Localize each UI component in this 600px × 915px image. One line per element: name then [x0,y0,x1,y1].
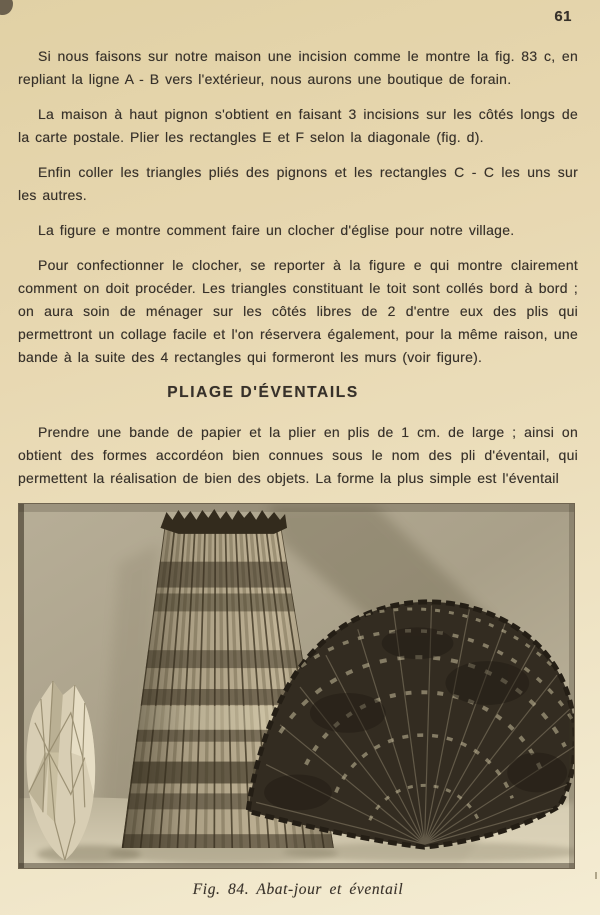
figure-84 [18,503,578,899]
scan-artifact [0,0,13,15]
figure-caption: Fig. 84. Abat-jour et éventail [192,881,404,898]
photo-illustration [19,504,574,868]
paragraph-1: Si nous faisons sur notre maison une incision comme le montre la fig. 83 c, en repliant la ligne A - B vers l'extérieur, nous aurons une boutique de forain. [18,48,578,87]
paragraph-6: Prendre une bande de papier et la plier en plis de 1 cm. de large ; ainsi on obtient des formes accordéon bien connues sous le nom des pli d'éventail, qui permettent la réalisation de bien des objets. La forme la plus simple est l'éventail [18,424,578,486]
paragraph-2: La maison à haut pignon s'obtient en faisant 3 incisions sur les côtés longs de la carte postale. Plier les rectangles E et F selon la diagonale (fig. d). [18,106,578,145]
figure-photo [18,503,575,869]
paragraph-4: La figure e montre comment faire un clocher d'église pour notre village. [38,222,515,238]
paragraph-3: Enfin coller les triangles pliés des pignons et les rectangles C - C les uns sur les autres. [18,164,578,203]
scan-speck [595,872,597,879]
page-number: 61 [554,8,572,25]
paragraph-5: Pour confectionner le clocher, se reporter à la figure e qui montre clairement comment on doit procéder. Les triangles constituant le toit sont collés bord à bord ; on aura soin de ménager sur les côtés libres de 2 d'entre eux des plis qui permettront un collage facile et l'on réservera également, pour la même raison, une bande à la suite des 4 rectangles qui formeront les murs (voir figure). [18,257,578,365]
section-heading: PLIAGE D'ÉVENTAILS [167,384,359,401]
